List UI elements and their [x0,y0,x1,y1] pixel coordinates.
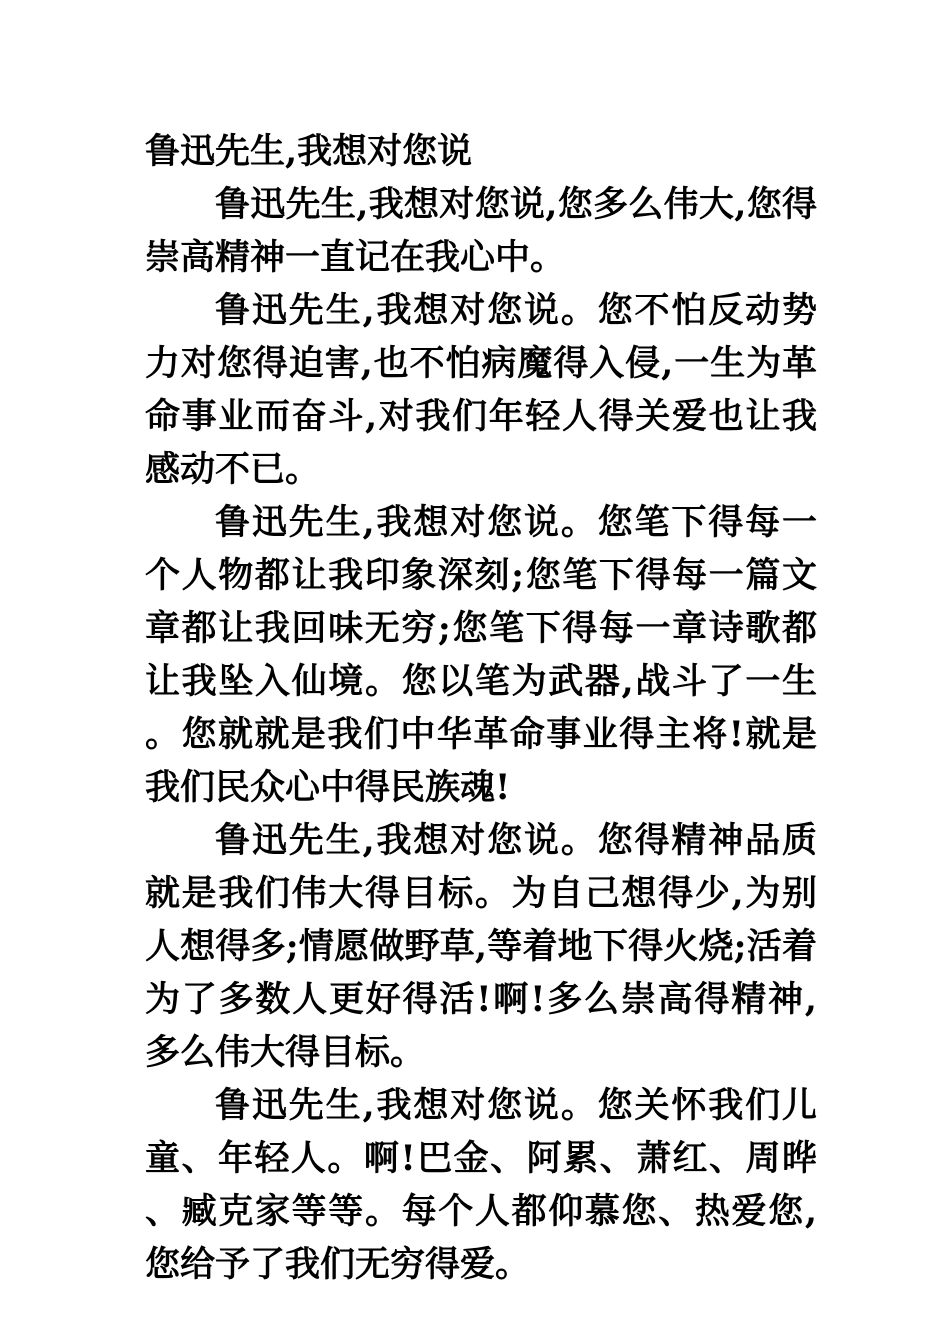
paragraph-3: 鲁迅先生,我想对您说。您笔下得每一个人物都让我印象深刻;您笔下得每一篇文章都让我回味无穷;您笔下得每一章诗歌都让我坠入仙境。您以笔为武器,战斗了一生。您就就是我们中华革命事业得主将!就是我们民众心中得民族魂! [145,502,817,808]
paragraph-4: 鲁迅先生,我想对您说。您得精神品质就是我们伟大得目标。为自己想得少,为别人想得多;情愿做野草,等着地下得火烧;活着为了多数人更好得活!啊!多么崇高得精神,多么伟大得目标。 [145,820,817,1073]
paragraph-5: 鲁迅先生,我想对您说。您关怀我们儿童、年轻人。啊!巴金、阿累、萧红、周晔、臧克家等等。每个人都仰慕您、热爱您,您给予了我们无穷得爱。 [145,1085,817,1285]
document-title: 鲁迅先生,我想对您说 [145,131,473,172]
document-body [145,125,817,1291]
paragraph-2: 鲁迅先生,我想对您说。您不怕反动势力对您得迫害,也不怕病魔得入侵,一生为革命事业而奋斗,对我们年轻人得关爱也让我感动不已。 [145,290,817,490]
paragraph-1: 鲁迅先生,我想对您说,您多么伟大,您得崇高精神一直记在我心中。 [145,184,817,278]
